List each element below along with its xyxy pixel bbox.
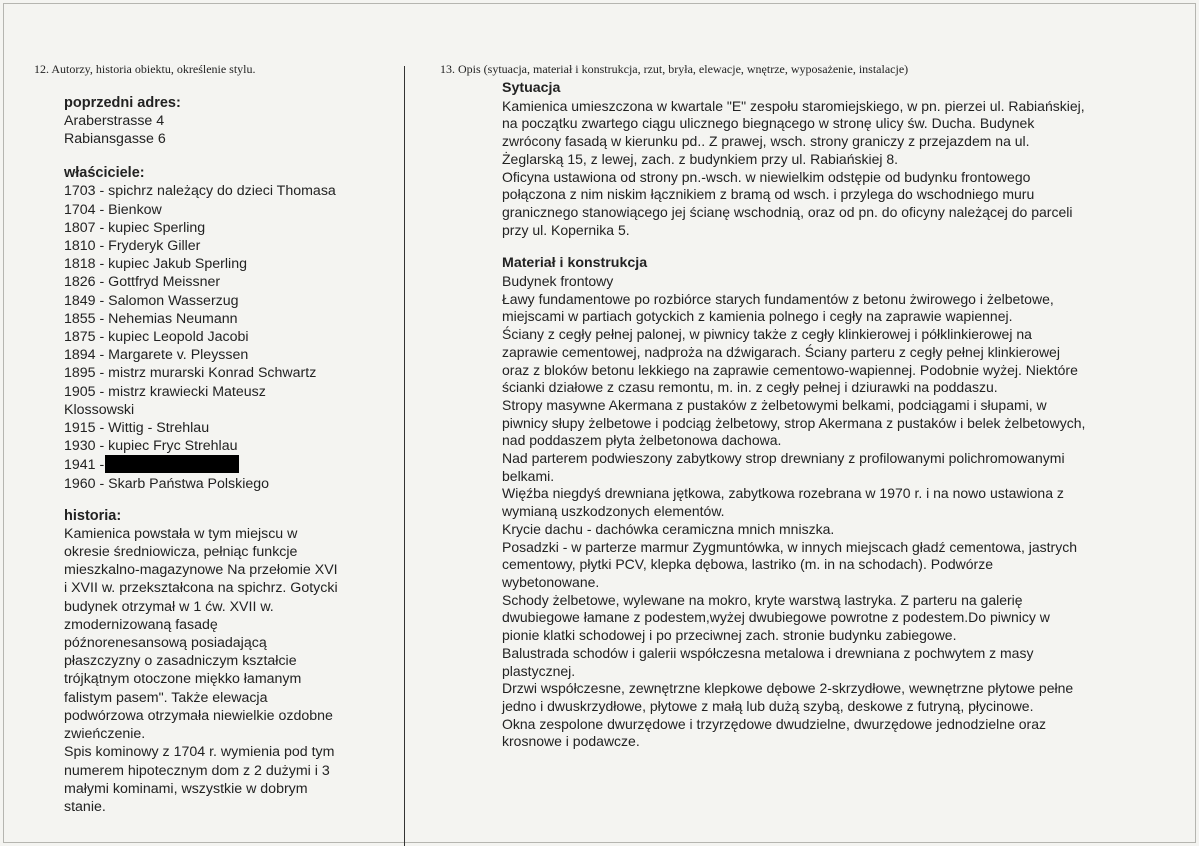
owners-list — [64, 182, 384, 492]
redaction-bar — [105, 455, 239, 473]
material-line: Schody żelbetowe, wylewane na mokro, kryte warstwą lastryka. Z parteru na galerię — [502, 591, 1023, 608]
description-column — [502, 80, 1152, 751]
material-line: belkami. — [502, 467, 555, 484]
owner-item: 1875 - kupiec Leopold Jacobi — [64, 329, 249, 346]
history-line: falistym pasem". Także elewacja — [64, 689, 268, 706]
material-line: Ławy fundamentowe po rozbiórce starych fundamentów z betonu żwirowego i żelbetowe, — [502, 290, 1054, 307]
history-line: okresie średniowicza, pełniąc funkcje — [64, 544, 298, 561]
material-line: Budynek frontowy — [502, 273, 614, 290]
situation-text — [502, 98, 1152, 240]
field-13-label: 13. Opis (sytuacja, materiał i konstrukcja, rzut, bryła, elewacje, wnętrze, wyposażenie, instalacje) — [440, 62, 909, 76]
material-line: Drzwi współczesne, zewnętrzne klepkowe dębowe 2-skrzydłowe, wewnętrzne płytowe pełne — [502, 680, 1074, 697]
history-line: podwórzowa otrzymała niewielkie ozdobne — [64, 707, 333, 724]
material-line: zaprawie cementowej, nadproża na dźwigarach. Ściany parteru z cegły pełnej klinkierowej — [502, 343, 1060, 360]
situation-line: granicznego stanowiącego jej ścianę wschodnią, oraz od pn. do oficyny należącej do parceli — [502, 203, 1073, 220]
owner-item: 1818 - kupiec Jakub Sperling — [64, 256, 247, 273]
history-line: zwieńczenie. — [64, 726, 146, 743]
history-line: płaszczyzny o zasadniczym kształcie — [64, 653, 297, 670]
column-divider — [404, 66, 405, 846]
owner-item-year: 1941 - — [64, 457, 105, 474]
material-line: cementowy, płytki PCV, klepka dębowa, lastriko (m. in na schodach). Podwórze — [502, 556, 994, 573]
situation-line: połączona z nim niskim łącznikiem z bramą od wsch. i przylega do wschodniego muru — [502, 186, 1035, 203]
owner-item: 1810 - Fryderyk Giller — [64, 238, 201, 255]
history-line: trójkątnym otoczone miękko łamanym — [64, 671, 302, 688]
material-line: nad poddaszem płyta żelbetonowa dachowa. — [502, 432, 782, 449]
history-line: budynek otrzymał w 1 ćw. XVII w. — [64, 598, 274, 615]
material-line: plastycznej. — [502, 662, 576, 679]
previous-address-line: Rabiansgasse 6 — [64, 131, 166, 148]
material-line: Nad parterem podwieszony zabytkowy strop drewniany z profilowanymi polichromowanymi — [502, 450, 1065, 467]
material-heading: Materiał i konstrukcja — [502, 255, 648, 272]
history-line: późnorenesansową posiadającą — [64, 635, 267, 652]
history-text — [64, 525, 384, 816]
material-line: oraz z bloków betonu lekkiego na zaprawie cementowo-wapiennej. Podobnie wyżej. Niektóre — [502, 361, 1078, 378]
field-12-label: 12. Autorzy, historia obiektu, określenie stylu. — [34, 62, 256, 76]
owner-item: 1930 - kupiec Fryc Strehlau — [64, 438, 238, 455]
material-line: Ściany z cegły pełnej palonej, w piwnicy także z cegły klinkierowej i półklinkierowej na — [502, 326, 1032, 343]
situation-line: przy ul. Kopernika 5. — [502, 221, 630, 238]
situation-heading: Sytuacja — [502, 80, 561, 96]
material-line: wymianą uszkodzonych elementów. — [502, 503, 725, 520]
owner-item: 1915 - Wittig - Strehlau — [64, 420, 210, 437]
material-line: Stropy masywne Akermana z pustaków z żelbetowymi belkami, podciągami i słupami, w — [502, 396, 1047, 413]
owner-item: 1826 - Gottfryd Meissner — [64, 274, 221, 291]
history-line: mieszkalno-magazynowe Na przełomie XVI — [64, 562, 338, 579]
material-line: Posadzki - w parterze marmur Zygmuntówka, w innych miejscach gładź cementowa, jastrych — [502, 538, 1077, 555]
material-line: dwubiegowe łamane z podestem,wyżej dwubiegowe powrotne z podestem.Do piwnicy w — [502, 609, 1050, 626]
owner-item: 1703 - spichrz należący do dzieci Thomasa — [64, 183, 336, 200]
owner-item: 1894 - Margarete v. Pleyssen — [64, 347, 249, 364]
owner-item: 1704 - Bienkow — [64, 201, 162, 218]
material-line: Więźba niegdyś drewniana jętkowa, zabytkowa rozebrana w 1970 r. i na nowo ustawiona z — [502, 485, 1064, 502]
material-line: Okna zespolone dwurzędowe i trzyrzędowe dwudzielne, dwurzędowe jednodzielne oraz — [502, 715, 1046, 732]
owner-item: 1807 - kupiec Sperling — [64, 219, 206, 236]
situation-line: na początku zwartego ciągu ulicznego biegnącego w stronę ulicy św. Ducha. Budynek — [502, 115, 1035, 132]
material-line: pionie klatki schodowej i po przeciwnej zach. stronie budynku zabiegowe. — [502, 627, 957, 644]
owner-item: Klossowski — [64, 401, 135, 418]
history-line: i XVII w. przekształcona na spichrz. Gotycki — [64, 580, 338, 597]
situation-line: Kamienica umieszczona w kwartale "E" zespołu staromiejskiego, w pn. pierzei ul. Rabiańskiej, — [502, 97, 1085, 114]
material-line: wybetonowane. — [502, 573, 600, 590]
history-line: Kamienica powstała w tym miejscu w — [64, 525, 298, 542]
owner-item: 1855 - Nehemias Neumann — [64, 310, 238, 327]
history-column — [64, 94, 384, 816]
history-line: stanie. — [64, 798, 106, 815]
material-line: krosnowe i podawcze. — [502, 733, 640, 750]
material-line: Krycie dachu - dachówka ceramiczna mnich mniszka. — [502, 520, 835, 537]
owner-item: 1849 - Salomon Wasserzug — [64, 292, 239, 309]
previous-address-heading: poprzedni adres: — [64, 95, 181, 111]
previous-address-line: Araberstrasse 4 — [64, 113, 165, 129]
situation-line: zwrócony fasadą w kierunku pd.. Z prawej, wsch. strony graniczy z przejazdem na ul. — [502, 133, 1030, 150]
material-line: Balustrada schodów i galerii współczesna metalowa i drewniana z pochwytem z masy — [502, 644, 1034, 661]
material-line: piwnicy słupy żelbetowe i podciąg żelbetowy, strop Akermana z pustaków i belek żelbetowych, — [502, 414, 1086, 431]
owner-item: 1895 - mistrz murarski Konrad Schwartz — [64, 365, 317, 382]
history-heading: historia: — [64, 507, 122, 524]
owner-item: 1960 - Skarb Państwa Polskiego — [64, 475, 270, 492]
situation-line: Oficyna ustawiona od strony pn.-wsch. w niewielkim odstępie od budynku frontowego — [502, 168, 1031, 185]
material-text — [502, 273, 1152, 751]
material-line: jedno i dwuskrzydłowe, płytowe z małą lub dużą szybą, deskowe z futryną, płycinowe. — [502, 697, 1034, 714]
history-line: numerem hipotecznym dom z 2 dużymi i 3 — [64, 762, 330, 779]
history-line: Spis kominowy z 1704 r. wymienia pod tym — [64, 744, 335, 761]
material-line: miejscami w partiach gotyckich z kamienia polnego i cegły na zaprawie wapiennej. — [502, 308, 1013, 325]
owner-item: 1905 - mistrz krawiecki Mateusz — [64, 383, 266, 400]
situation-line: Żeglarską 15, z lewej, zach. z budynkiem przy ul. Rabiańskiej 8. — [502, 150, 899, 167]
owner-item-redacted — [64, 455, 384, 474]
owners-heading: właściciele: — [64, 165, 145, 182]
material-line: ścianki działowe z czasu remontu, m. in. z cegły pełnej i dziurawki na poddaszu. — [502, 379, 998, 396]
history-line: małymi kominami, wszystkie w dobrym — [64, 780, 308, 797]
history-line: zmodernizowaną fasadę — [64, 616, 218, 633]
